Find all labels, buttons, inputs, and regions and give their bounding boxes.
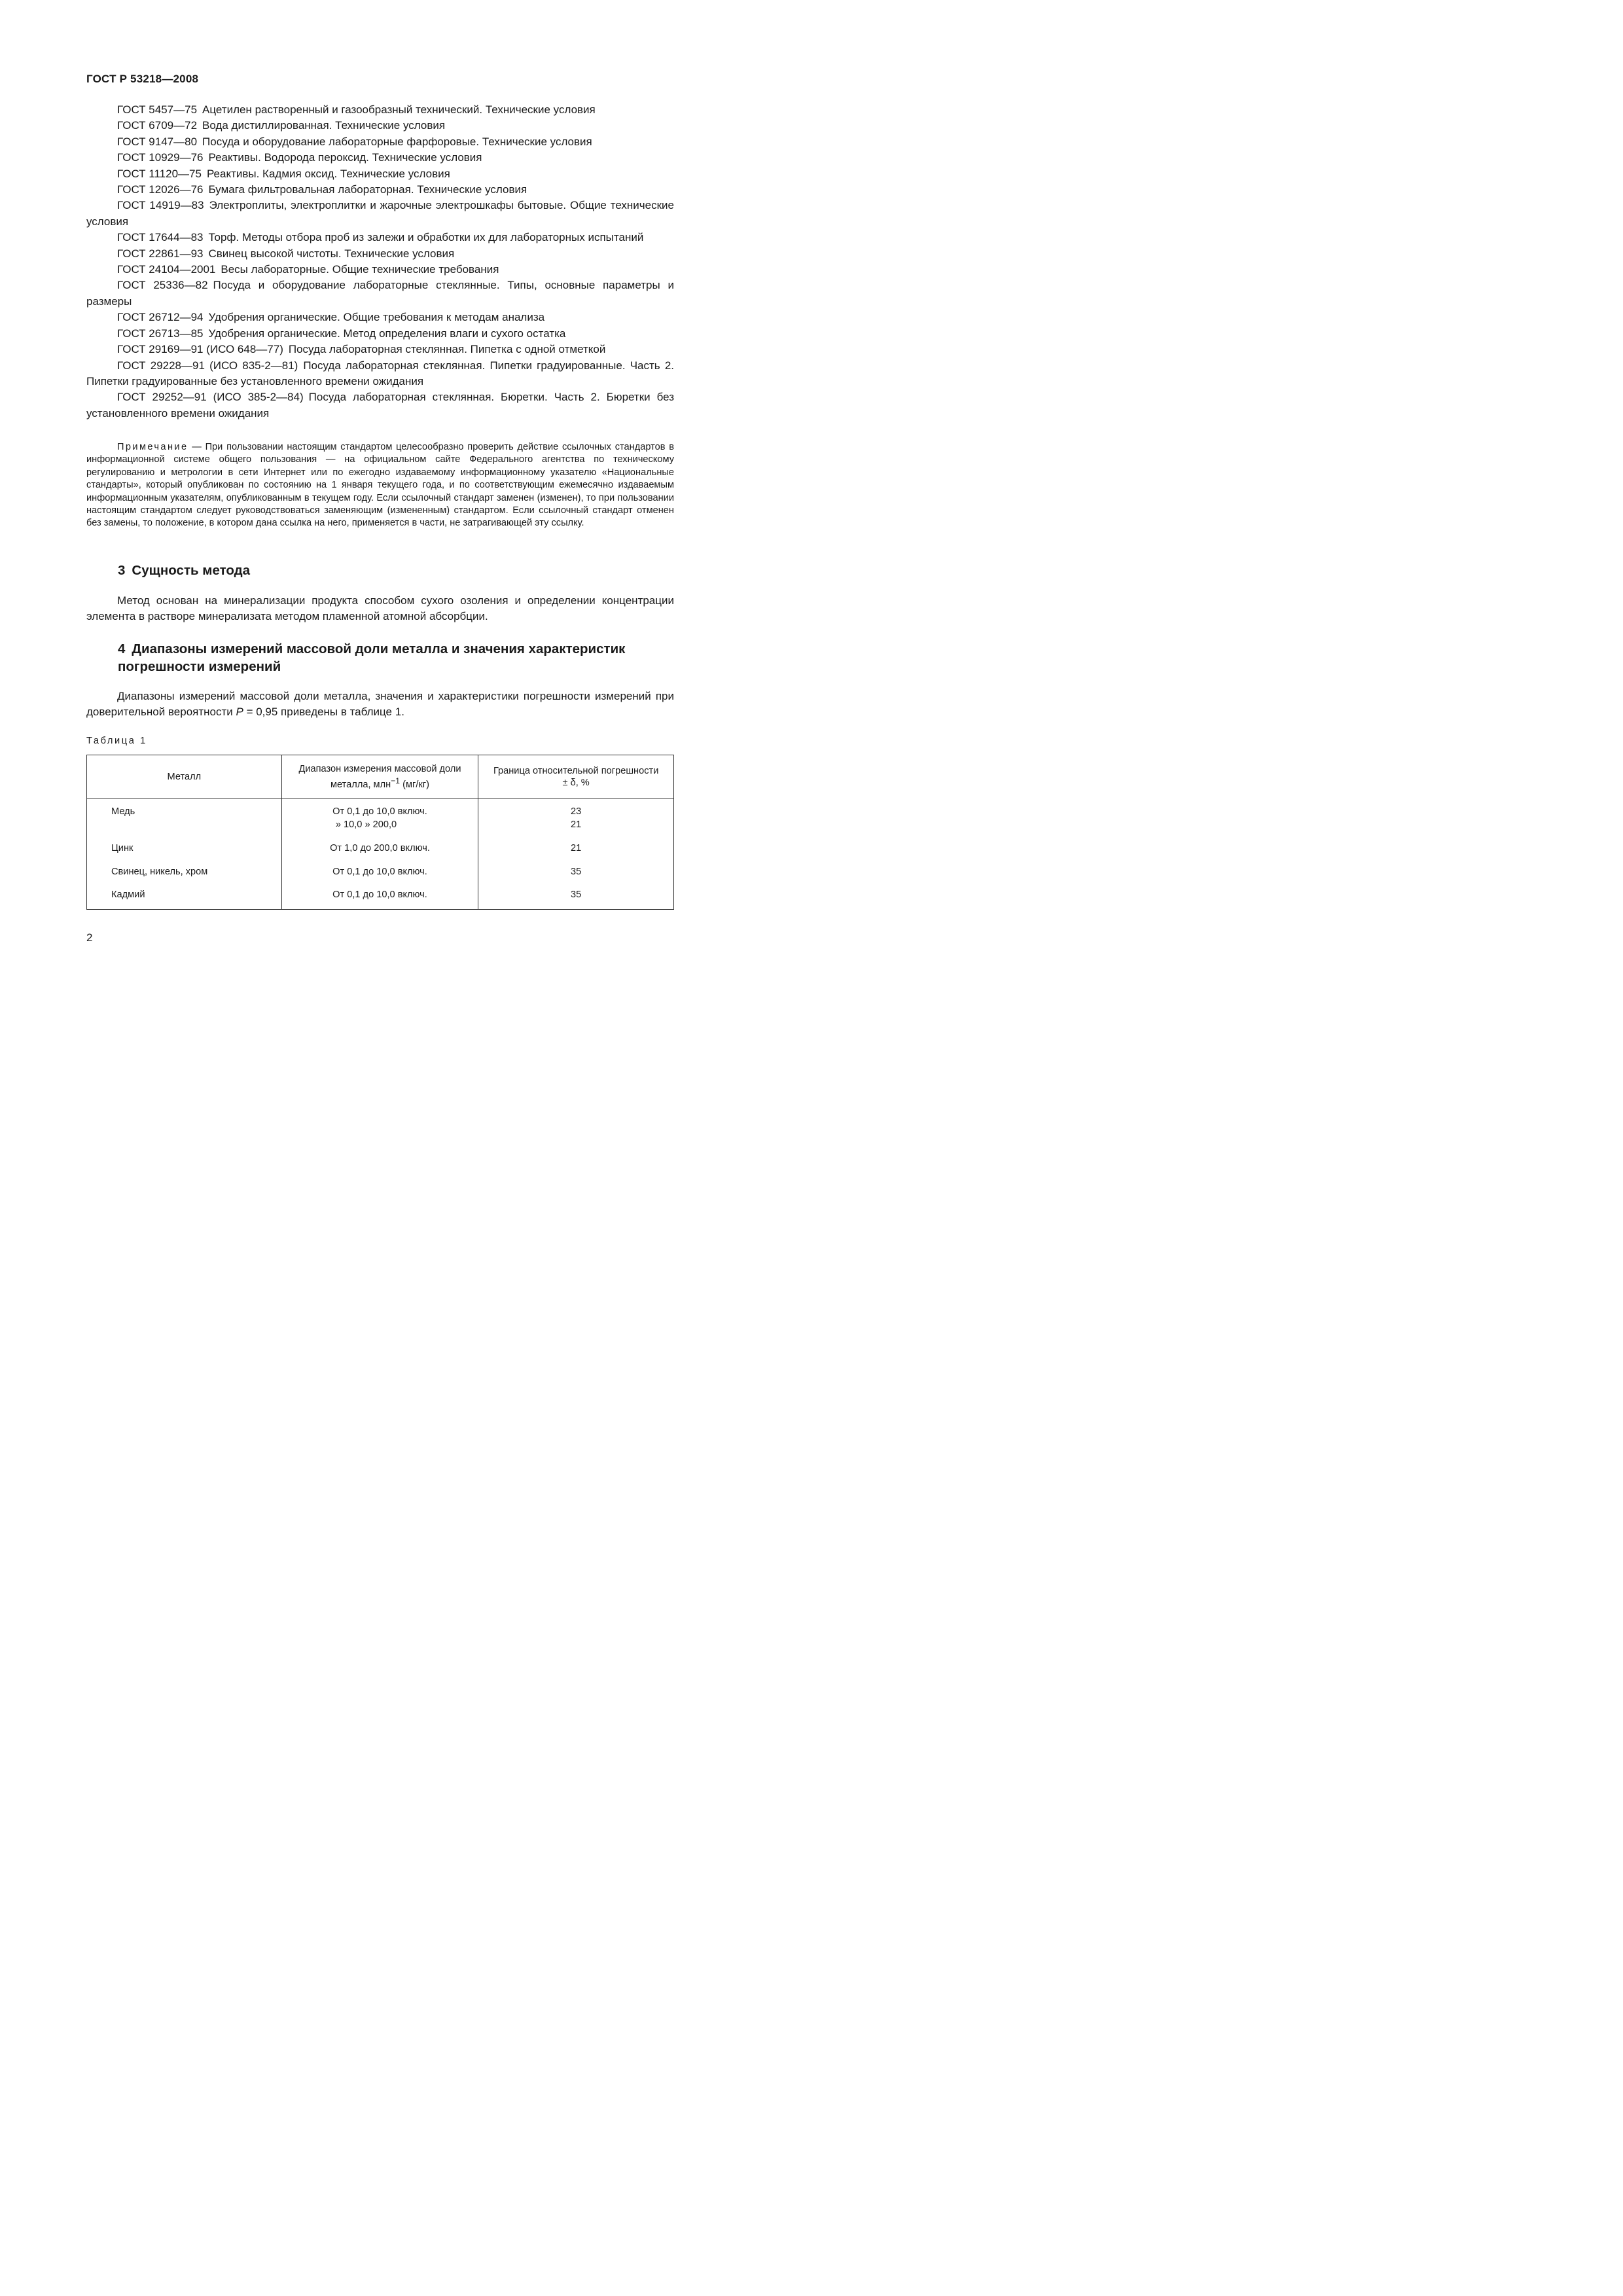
section-4-heading (118, 640, 674, 675)
reference-item (86, 310, 674, 325)
table-1-caption: Таблица 1 (86, 736, 147, 746)
section-4-paragraph (86, 689, 674, 721)
error-cell (478, 798, 674, 840)
reference-title: Вода дистиллированная. Технические условия (202, 119, 446, 132)
reference-code: ГОСТ 22861—93 (117, 247, 204, 260)
reference-code: ГОСТ 29169—91 (ИСО 648—77) (117, 343, 283, 356)
reference-title: Удобрения органические. Общие требования к методам анализа (208, 311, 545, 324)
reference-item (86, 198, 674, 230)
header-error-symbol: ± δ, % (562, 777, 590, 788)
reference-item (86, 230, 674, 245)
table-header-row (87, 755, 674, 798)
header-range-unit: (мг/кг) (402, 779, 429, 790)
reference-title: Посуда лабораторная стеклянная. Пипетка с одной отметкой (288, 343, 606, 356)
range-line: От 0,1 до 10,0 включ. (332, 806, 427, 817)
reference-code: ГОСТ 5457—75 (117, 103, 198, 116)
page-number: 2 (86, 931, 93, 944)
reference-code: ГОСТ 10929—76 (117, 151, 204, 164)
header-error (478, 755, 674, 798)
table-row (87, 798, 674, 840)
reference-code: ГОСТ 6709—72 (117, 119, 198, 132)
reference-item (86, 118, 674, 134)
error-cell (478, 886, 674, 909)
header-range-label: Диапазон измерения массовой доли металла, млн (298, 763, 461, 790)
document-header: ГОСТ Р 53218—2008 (86, 73, 199, 85)
reference-code: ГОСТ 29252—91 (ИСО 385-2—84) (117, 391, 304, 404)
metal-cell: Кадмий (87, 886, 282, 909)
reference-code: ГОСТ 14919—83 (117, 199, 204, 212)
reference-item (86, 102, 674, 118)
section-3-paragraph: Метод основан на минерализации продукта способом сухого озоления и определении концентрации элемента в растворе минерализата методом пламенной атомной абсорбции. (86, 594, 674, 623)
reference-code: ГОСТ 25336—82 (117, 279, 208, 292)
reference-title: Весы лабораторные. Общие технические требования (221, 263, 499, 276)
range-cell (281, 839, 478, 863)
table-row (87, 839, 674, 863)
reference-code: ГОСТ 26713—85 (117, 327, 204, 340)
header-range-exponent: −1 (391, 776, 401, 785)
reference-item (86, 326, 674, 342)
reference-item (86, 246, 674, 262)
error-cell (478, 839, 674, 863)
reference-code: ГОСТ 26712—94 (117, 311, 204, 324)
note-label: Примечание (117, 442, 188, 452)
error-value: 23 (571, 806, 582, 817)
metal-cell: Медь (87, 798, 282, 840)
note-text: — При пользовании настоящим стандартом целесообразно проверить действие ссылочных стандартов в информационной системе общего пользования — на официальном сайте Федерального агентства по техническому регулированию и метрологии в сети Интернет или по ежегодно издаваемому информационному указателю «Национальные стандарты», который опубликован по состоянию на 1 января текущего года, и по соответствующим ежемесячно издаваемым информационным указателям, опубликованным в текущем году. Если ссылочный стандарт заменен (изменен), то при пользовании настоящим стандартом следует руководствоваться заменяющим (измененным) стандартом. Если ссылочный стандарт отменен без замены, то положение, в котором дана ссылка на него, применяется в части, не затрагивающей эту ссылку. (86, 442, 674, 529)
reference-item (86, 182, 674, 198)
error-value: 21 (571, 819, 582, 830)
range-line: От 0,1 до 10,0 включ. (332, 866, 427, 877)
reference-title: Бумага фильтровальная лабораторная. Технические условия (208, 183, 527, 196)
error-cell (478, 863, 674, 886)
reference-title: Ацетилен растворенный и газообразный технический. Технические условия (202, 103, 596, 116)
reference-title: Реактивы. Кадмия оксид. Технические условия (206, 167, 450, 180)
section-4-text-after: = 0,95 приведены в таблице 1. (246, 706, 404, 719)
reference-item (86, 262, 674, 278)
reference-code: ГОСТ 29228—91 (ИСО 835-2—81) (117, 359, 298, 372)
error-value: 21 (571, 843, 582, 854)
reference-title: Посуда и оборудование лабораторные фарфоровые. Технические условия (202, 135, 592, 148)
header-metal: Металл (87, 755, 282, 798)
references-note (86, 441, 674, 530)
section-4-text-before: Диапазоны измерений массовой доли металла, значения и характеристики погрешности измерений при доверительной вероятности (86, 690, 674, 719)
range-line: От 1,0 до 200,0 включ. (330, 843, 430, 854)
reference-title: Торф. Методы отбора проб из залежи и обработки их для лабораторных испытаний (208, 231, 644, 244)
reference-title: Свинец высокой чистоты. Технические условия (208, 247, 455, 260)
reference-item (86, 389, 674, 422)
error-value: 35 (571, 889, 582, 901)
error-value: 35 (571, 866, 582, 877)
section-3-heading (118, 562, 674, 579)
range-line: От 0,1 до 10,0 включ. (332, 889, 427, 901)
reference-item (86, 278, 674, 310)
reference-title: Посуда и оборудование лабораторные стеклянные. Типы, основные параметры и размеры (86, 279, 674, 308)
reference-title: Удобрения органические. Метод определения влаги и сухого остатка (208, 327, 566, 340)
reference-title: Реактивы. Водорода пероксид. Технические условия (208, 151, 482, 164)
range-line: » 10,0 » 200,0 (335, 819, 397, 830)
section-4-number: 4 (118, 641, 126, 656)
reference-code: ГОСТ 11120—75 (117, 167, 202, 180)
table-row (87, 886, 674, 909)
metal-cell: Свинец, никель, хром (87, 863, 282, 886)
reference-item (86, 342, 674, 357)
reference-code: ГОСТ 24104—2001 (117, 263, 216, 276)
reference-code: ГОСТ 9147—80 (117, 135, 198, 148)
header-range (281, 755, 478, 798)
reference-title: Электроплиты, электроплитки и жарочные электрошкафы бытовые. Общие технические условия (86, 199, 674, 228)
reference-code: ГОСТ 17644—83 (117, 231, 204, 244)
section-3-number: 3 (118, 563, 126, 578)
reference-item (86, 134, 674, 150)
reference-item (86, 166, 674, 182)
reference-title: Посуда лабораторная стеклянная. Пипетки градуированные. Часть 2. Пипетки градуированные без установленного времени ожидания (86, 359, 674, 387)
table-1 (86, 755, 674, 910)
reference-item (86, 358, 674, 390)
section-3-title: Сущность метода (132, 563, 251, 578)
range-cell (281, 886, 478, 909)
reference-item (86, 150, 674, 166)
table-row (87, 863, 674, 886)
reference-title: Посуда лабораторная стеклянная. Бюретки. Часть 2. Бюретки без установленного времени ожидания (86, 391, 675, 420)
probability-symbol: P (236, 706, 243, 719)
reference-code: ГОСТ 12026—76 (117, 183, 204, 196)
section-4-title: Диапазоны измерений массовой доли металла и значения характеристик погрешности измерений (118, 641, 626, 674)
range-cell (281, 863, 478, 886)
normative-references-list (86, 102, 674, 422)
metal-cell: Цинк (87, 839, 282, 863)
header-error-label: Граница относительной погрешности (493, 765, 659, 776)
range-cell (281, 798, 478, 840)
